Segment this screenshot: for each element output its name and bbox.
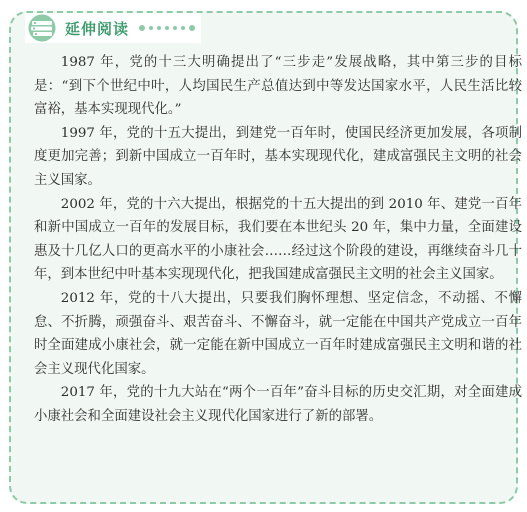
card-header — [25, 13, 201, 43]
paragraph-2012: 2012 年，党的十八大提出，只要我们胸怀理想、坚定信念，不动摇、不懈怠、不折腾，顽强奋斗、艰苦奋斗、不懈奋斗，就一定能在中国共产党成立一百年时全面建成小康社会，就一定能在新中国成立一百年时建成富强民主文明和谐的社会主义现代化国家。 — [34, 290, 522, 377]
card-title: 延伸阅读 — [65, 19, 130, 38]
paragraph-1997: 1997 年，党的十五大提出，到建党一百年时，使国民经济更加发展，各项制度更加完善；到新中国成立一百年时，基本实现现代化，建成富强民主文明的社会主义国家。 — [34, 125, 522, 188]
paragraph-2017: 2017 年，党的十九大站在“两个一百年”奋斗目标的历史交汇期，对全面建成小康社会和全面建设社会主义现代化国家进行了新的部署。 — [34, 385, 522, 424]
reading-content — [34, 51, 522, 429]
paragraph-2002: 2002 年，党的十六大提出，根据党的十五大提出的到 2010 年、建党一百年和新中国成立一百年的发展目标，我们要在本世纪头 20 年，集中力量，全面建设惠及十几亿人口的更高水平的小康社会……经过这个阶段的建设，再继续奋斗几十年，到本世纪中叶基本实现现代化，把我国建成富强民主文明的社会主义国家。 — [34, 196, 522, 283]
book-stack-icon — [25, 14, 59, 42]
paragraph-1987: 1987 年，党的十三大明确提出了“三步走”发展战略，其中第三步的目标是：“到下个世纪中叶，人均国民生产总值达到中等发达国家水平，人民生活比较富裕，基本实现现代化。” — [34, 55, 522, 118]
extended-reading-card — [9, 11, 522, 504]
header-dots-decoration — [139, 25, 195, 31]
